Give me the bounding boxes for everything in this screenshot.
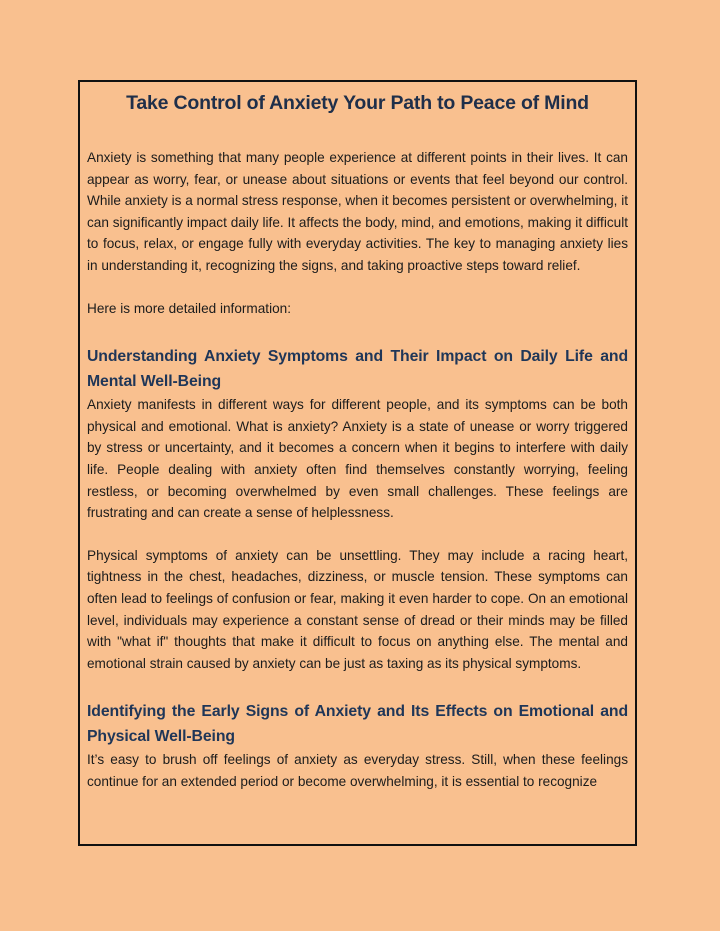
section-heading-identifying: Identifying the Early Signs of Anxiety and Its Effects on Emotional and Physical Well-Being bbox=[87, 703, 628, 746]
more-info-paragraph: Here is more detailed information: bbox=[87, 300, 291, 316]
document-page bbox=[78, 80, 637, 846]
section-1-paragraph-1: Anxiety manifests in different ways for different people, and its symptoms can be both physical and emotional. What is anxiety? Anxiety is a state of unease or worry triggered by stress or uncertainty, and it becomes a concern when it begins to interfere with daily life. People dealing with anxiety often find themselves constantly worrying, feeling restless, or becoming overwhelmed by even small challenges. These feelings are frustrating and can create a sense of helplessness. bbox=[87, 397, 628, 521]
section-1-paragraph-2: Physical symptoms of anxiety can be unsettling. They may include a racing heart, tightness in the chest, headaches, dizziness, or muscle tension. These symptoms can often lead to feelings of confusion or fear, making it even harder to cope. On an emotional level, individuals may experience a constant sense of dread or their minds may be filled with "what if" thoughts that make it difficult to focus on anything else. The mental and emotional strain caused by anxiety can be just as taxing as its physical symptoms. bbox=[87, 547, 628, 671]
section-2-paragraph-1: It’s easy to brush off feelings of anxiety as everyday stress. Still, when these feelings continue for an extended period or become overwhelming, it is essential to recognize bbox=[87, 752, 628, 789]
section-heading-understanding: Understanding Anxiety Symptoms and Their Impact on Daily Life and Mental Well-Being bbox=[87, 348, 628, 391]
document-title: Take Control of Anxiety Your Path to Peace of Mind bbox=[126, 92, 589, 114]
intro-paragraph: Anxiety is something that many people experience at different points in their lives. It can appear as worry, fear, or unease about situations or events that feel beyond our control. While anxiety is a normal stress response, when it becomes persistent or overwhelming, it can significantly impact daily life. It affects the body, mind, and emotions, making it difficult to focus, relax, or engage fully with everyday activities. The key to managing anxiety lies in understanding it, recognizing the signs, and taking proactive steps toward relief. bbox=[87, 150, 628, 273]
